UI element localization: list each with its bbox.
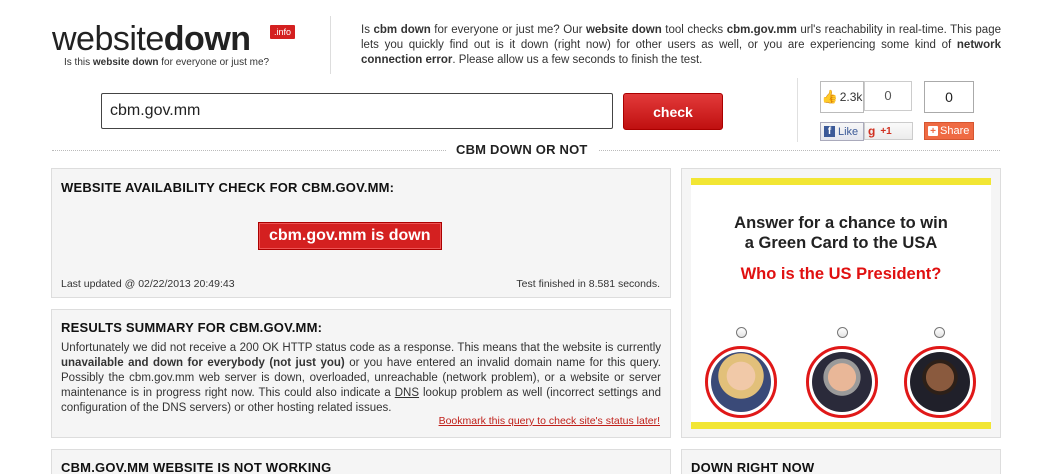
answer-radio-1[interactable] (736, 327, 747, 338)
social-divider (797, 78, 798, 142)
bookmark-link[interactable]: Bookmark this query to check site's status later! (438, 415, 660, 427)
summary-panel (51, 309, 671, 438)
ad-question: Who is the US President? (740, 265, 942, 283)
status-badge: cbm.gov.mm is down (258, 222, 442, 250)
candidate-portrait-2[interactable] (806, 346, 878, 418)
logo-tagline: Is this website down for everyone or just me? (64, 57, 270, 68)
down-now-heading: DOWN RIGHT NOW (691, 460, 815, 474)
availability-panel (51, 168, 671, 298)
test-duration: Test finished in 8.581 seconds. (516, 278, 660, 290)
google-plus-icon: g (868, 124, 876, 138)
gplus-button[interactable]: g +1 (864, 122, 913, 140)
facebook-icon: f (824, 126, 835, 137)
plus-icon: + (928, 126, 938, 136)
gplus-count: 0 (864, 81, 912, 111)
logo-wordmark: websitedown (52, 20, 251, 58)
facebook-count: 👍 2.3k (820, 81, 864, 113)
candidate-portrait-3[interactable] (904, 346, 976, 418)
section-title: CBM DOWN OR NOT (446, 142, 598, 157)
not-working-panel (51, 449, 671, 474)
header-divider (330, 16, 331, 74)
summary-heading: RESULTS SUMMARY FOR CBM.GOV.MM: (61, 320, 323, 335)
domain-input[interactable] (101, 93, 613, 129)
last-updated: Last updated @ 02/22/2013 20:49:43 (61, 278, 235, 290)
site-logo[interactable] (52, 20, 312, 68)
check-button[interactable]: check (623, 93, 723, 130)
ad-title: Answer for a chance to win a Green Card to the USA (734, 214, 948, 252)
ad-container (681, 168, 1001, 438)
dns-link[interactable]: DNS (394, 387, 420, 399)
candidate-portrait-1[interactable] (705, 346, 777, 418)
facebook-like-button[interactable]: f Like (820, 122, 864, 141)
share-button[interactable]: + Share (924, 122, 974, 140)
availability-heading: WEBSITE AVAILABILITY CHECK FOR CBM.GOV.MM: (61, 180, 395, 195)
intro-text: Is cbm down for everyone or just me? Our website down tool checks cbm.gov.mm url's reachability in real-time. This page lets you quickly find out is it down (right now) for other users as well, or you are experiencing some kind of network connection error. Please allow us a few seconds to finish the test. (361, 24, 1001, 66)
down-now-panel (681, 449, 1001, 474)
thumbs-up-icon: 👍 (821, 89, 838, 104)
green-card-ad[interactable] (691, 178, 991, 429)
summary-text: Unfortunately we did not receive a 200 OK HTTP status code as a response. This means that the website is currently unavailable and down for everybody (not just you) or you have entered an invalid domain name for this query. Possibly the cbm.gov.mm web server is down, overloaded, unreachable (network problem), or a website or server maintenance is in progress right now. This could also indicate a DNS lookup problem as well (incorrect settings and configuration of the DNS servers) or other hosting related issues. (61, 342, 661, 414)
answer-radio-3[interactable] (934, 327, 945, 338)
logo-badge: .info (270, 25, 295, 39)
answer-radio-2[interactable] (837, 327, 848, 338)
not-working-heading: CBM.GOV.MM WEBSITE IS NOT WORKING (61, 460, 332, 474)
share-count: 0 (924, 81, 974, 113)
